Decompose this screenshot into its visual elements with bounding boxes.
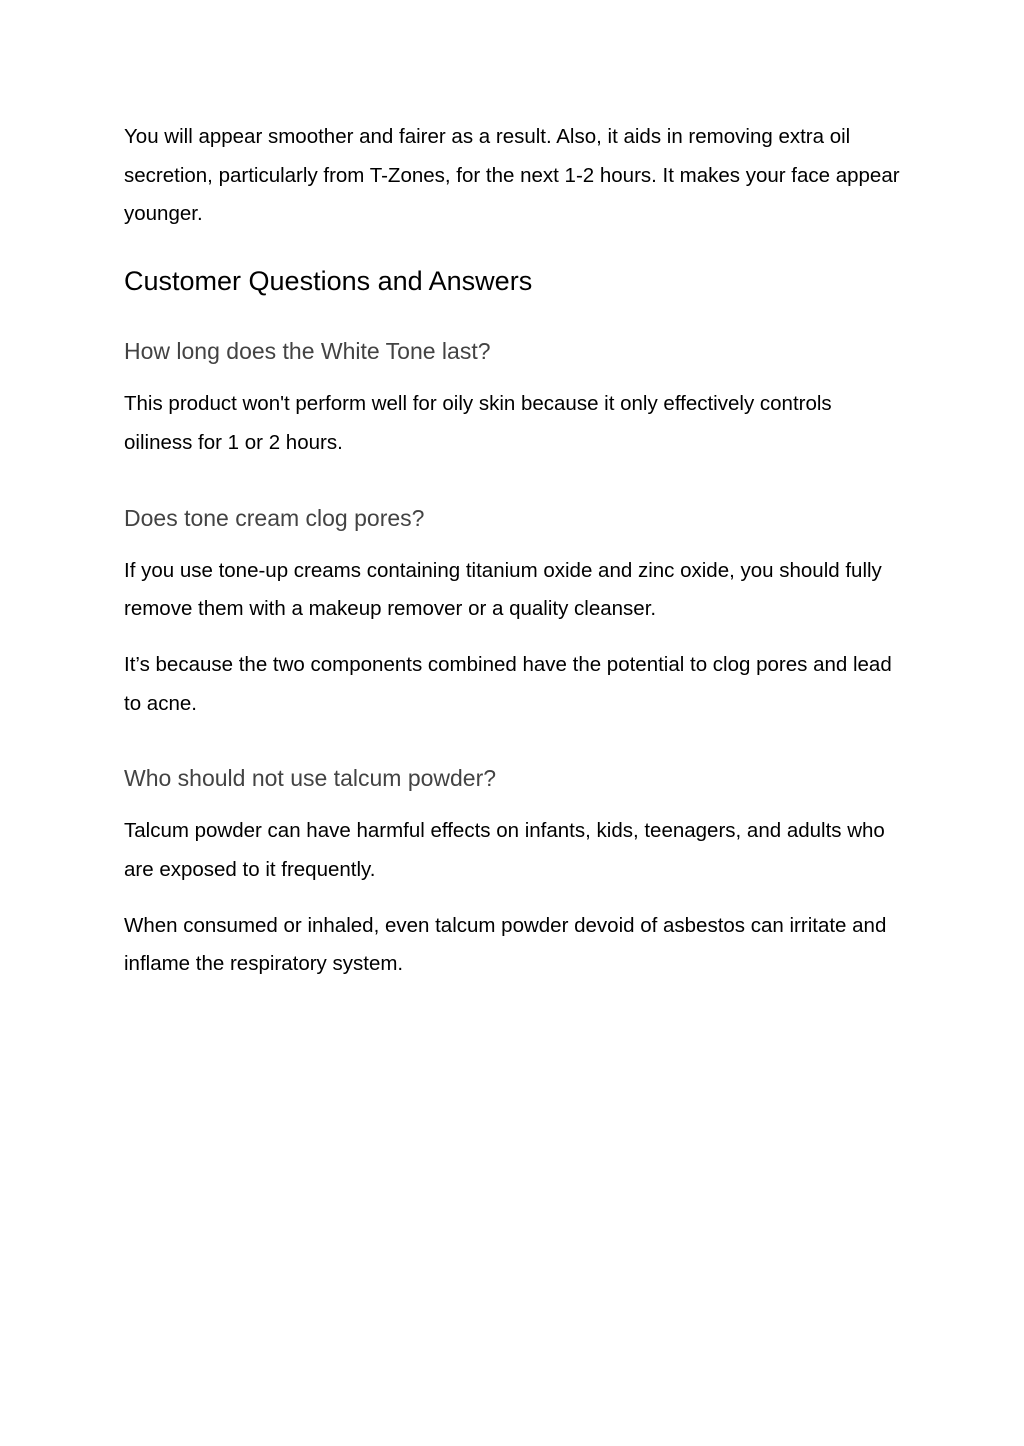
question-heading: Does tone cream clog pores?: [124, 504, 425, 531]
answer-paragraph: If you use tone-up creams containing titanium oxide and zinc oxide, you should fully remove them with a makeup remover or a quality cleanser.: [124, 558, 882, 621]
answer-paragraph: When consumed or inhaled, even talcum powder devoid of asbestos can irritate and inflame the respiratory system.: [124, 913, 887, 976]
intro-paragraph: You will appear smoother and fairer as a result. Also, it aids in removing extra oil secretion, particularly from T-Zones, for the next 1-2 hours. It makes your face appear younger.: [124, 125, 900, 226]
answer-paragraph: It’s because the two components combined have the potential to clog pores and lead to acne.: [124, 652, 892, 715]
document-page: [124, 118, 904, 984]
answer-paragraph: Talcum powder can have harmful effects on infants, kids, teenagers, and adults who are exposed to it frequently.: [124, 819, 885, 882]
question-heading: Who should not use talcum powder?: [124, 765, 497, 792]
section-title: Customer Questions and Answers: [124, 266, 533, 297]
answer-paragraph: This product won't perform well for oily skin because it only effectively controls oiliness for 1 or 2 hours.: [124, 392, 832, 454]
question-heading: How long does the White Tone last?: [124, 338, 491, 365]
